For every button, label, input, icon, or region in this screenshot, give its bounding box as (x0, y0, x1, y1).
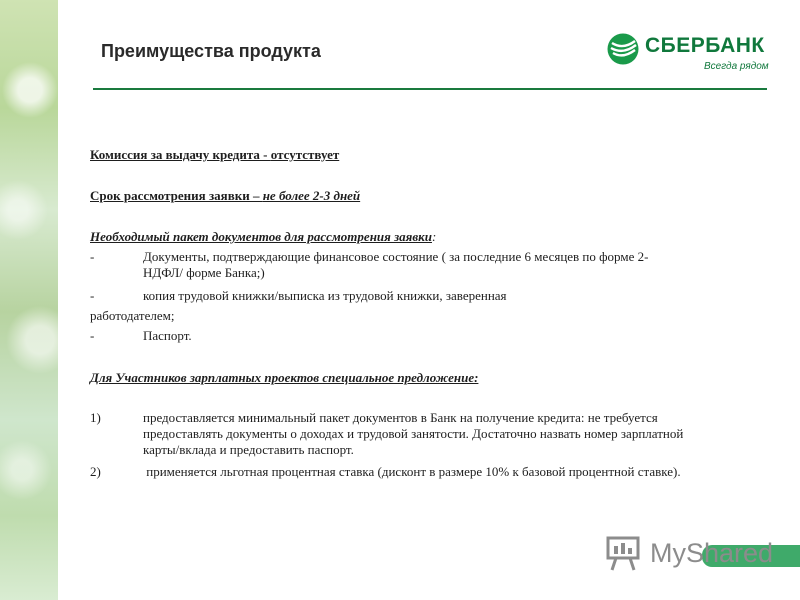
term-value: не более 2-3 дней (262, 188, 361, 203)
header-divider (93, 88, 767, 90)
watermark-shared: Shared (686, 538, 774, 568)
sberbank-logo (606, 32, 772, 78)
watermark-my: My (650, 538, 686, 568)
list-item-continuation: работодателем; (90, 308, 175, 323)
list-item-line: копия трудовой книжки/выписка из трудовой книжки, заверенная (143, 288, 507, 303)
fee-value: отсутствует (270, 147, 340, 162)
term-line (90, 188, 360, 204)
term-label: Срок рассмотрения заявки – (90, 188, 263, 203)
fee-label: Комиссия за выдачу кредита - (90, 147, 271, 162)
documents-heading-colon: : (431, 229, 437, 244)
myshared-watermark (606, 536, 800, 576)
logo-name: СБЕРБАНК (645, 34, 765, 57)
documents-heading-text: Необходимый пакет документов для рассмотрения заявки (90, 229, 432, 244)
fee-line (90, 147, 339, 163)
list-marker: - (90, 288, 95, 303)
list-marker: 1) (90, 410, 101, 425)
list-marker: - (90, 328, 95, 343)
decorative-sidebar (0, 0, 58, 600)
documents-heading (90, 229, 436, 245)
list-item-line: Документы, подтверждающие финансовое состояние ( за последние 6 месяцев по форме 2- (143, 249, 649, 264)
list-item-line: карты/вклада и предоставить паспорт. (143, 442, 354, 457)
list-marker: - (90, 249, 95, 264)
special-heading: Для Участников зарплатных проектов специальное предложение: (90, 370, 479, 385)
list-item-line: НДФЛ/ форме Банка;) (143, 265, 265, 280)
sberbank-logo-icon (606, 32, 640, 66)
watermark-text (650, 538, 773, 569)
list-item-line: предоставляется минимальный пакет документов в Банк на получение кредита: не требуется (143, 410, 658, 425)
logo-slogan: Всегда рядом (704, 61, 769, 72)
list-item-line: предоставлять документы о доходах и трудовой занятости. Достаточно назвать номер зарплатной (143, 426, 684, 441)
presentation-board-icon (606, 536, 646, 572)
page-title: Преимущества продукта (101, 41, 321, 61)
list-item-line: применяется льготная процентная ставка (дисконт в размере 10% к базовой процентной ставке). (143, 464, 681, 479)
list-marker: 2) (90, 464, 101, 479)
list-item-line: Паспорт. (143, 328, 192, 343)
